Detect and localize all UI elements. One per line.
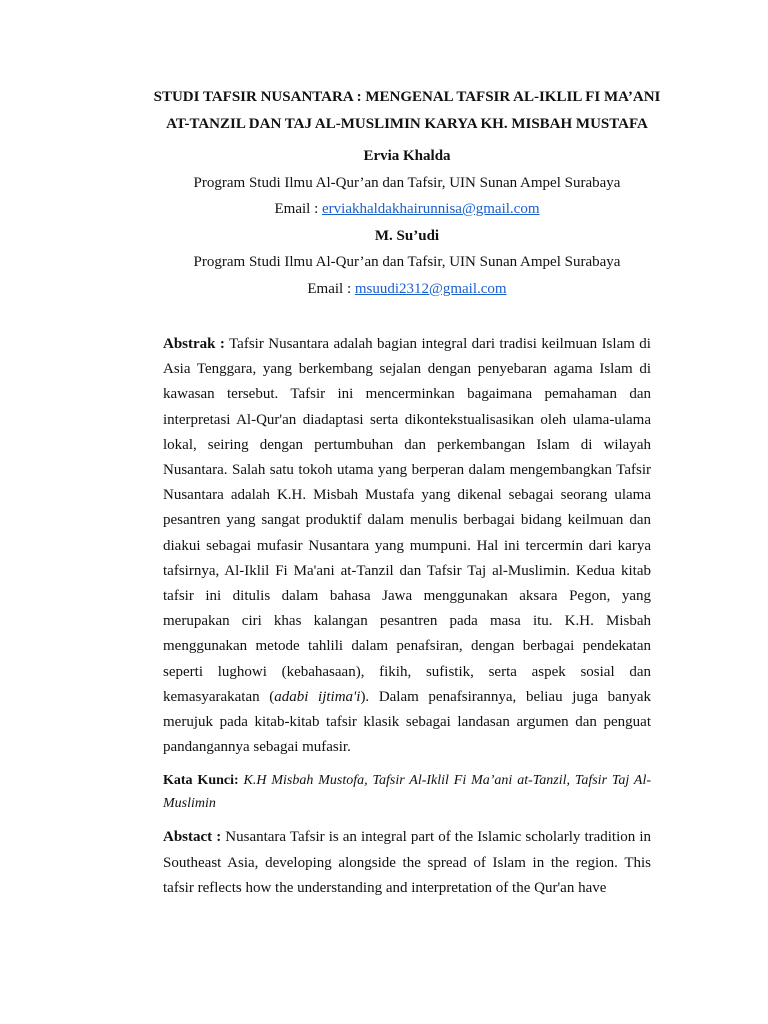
- abstract-text: Tafsir Nusantara adalah bagian integral dari tradisi keilmuan Islam di Asia Tenggara, yang berkembang sejalan dengan penyebaran agama Islam di kawasan tersebut. Tafsir ini mencerminkan bagaimana pemahaman dan interpretasi Al-Qur'an diadaptasi serta dikontekstualisasikan oleh ulama-ulama lokal, seiring dengan pertumbuhan dan perkembangan Islam di wilayah Nusantara. Salah satu tokoh utama yang berperan dalam mengembangkan Tafsir Nusantara adalah K.H. Misbah Mustafa yang dikenal sebagai seorang ulama pesantren yang sangat produktif dalam menulis berbagai bidang keilmuan dan diakui sebagai mufasir Nusantara yang mumpuni. Hal ini tercermin dari karya tafsirnya, Al-Iklil Fi Ma'ani at-Tanzil dan Tafsir Taj al-Muslimin. Kedua kitab tafsir ini ditulis dalam bahasa Jawa menggunakan aksara Pegon, yang merupakan ciri khas kalangan pesantren pada masa itu. K.H. Misbah menggunakan metode tahlili dalam penafsiran, dengan berbagai pendekatan seperti lughowi (kebahasaan), fikih, sufistik, serta aspek sosial dan kemasyarakatan (: [163, 336, 651, 705]
- abstract-en-text: Nusantara Tafsir is an integral part of the Islamic scholarly tradition in Southeast Asia, developing alongside the spread of Islam in the region. This tafsir reflects how the understanding and interpretation of the Qur'an have: [163, 829, 651, 896]
- email-link[interactable]: erviakhaldakhairunnisa@gmail.com: [322, 201, 540, 217]
- author-affiliation: Program Studi Ilmu Al-Qur’an dan Tafsir, UIN Sunan Ampel Surabaya: [193, 174, 621, 191]
- abstract-italic-term: adabi ijtima'i: [274, 688, 361, 705]
- abstract-label: Abstrak :: [163, 336, 225, 352]
- author-affiliation: Program Studi Ilmu Al-Qur’an dan Tafsir, UIN Sunan Ampel Surabaya: [193, 254, 621, 270]
- abstract-en-label: Abstact :: [163, 829, 222, 846]
- keywords: [163, 769, 651, 815]
- author-name: M. Su’udi: [374, 227, 440, 244]
- abstract-english: [163, 825, 651, 901]
- email-label: Email :: [274, 201, 322, 217]
- paper-title: STUDI TAFSIR NUSANTARA : MENGENAL TAFSIR AL-IKLIL FI MA’ANI AT-TANZIL DAN TAJ AL-MUSLIMIN KARYA KH. MISBAH MUSTAFA: [153, 89, 661, 132]
- author-email-line: [163, 276, 651, 303]
- author-name: Ervia Khalda: [363, 148, 451, 164]
- abstract-text-end: ). Dalam penafsirannya, beliau juga banyak merujuk pada kitab-kitab tafsir klasik sebagai landasan argumen dan penguat pandangannya sebagai mufasir.: [163, 688, 652, 756]
- author-block-2: [163, 223, 651, 303]
- email-link[interactable]: msuudi2312@gmail.com: [354, 280, 507, 297]
- author-email-line: [163, 196, 651, 223]
- keywords-label: Kata Kunci:: [163, 773, 239, 789]
- email-label: Email :: [307, 280, 355, 297]
- keywords-text: K.H Misbah Mustofa, Tafsir Al-Iklil Fi Ma’ani at-Tanzil, Tafsir Taj Al-Muslimin: [163, 773, 652, 812]
- author-block-1: [163, 143, 651, 223]
- paper-page: [153, 84, 661, 901]
- abstract-indonesian: [163, 332, 651, 760]
